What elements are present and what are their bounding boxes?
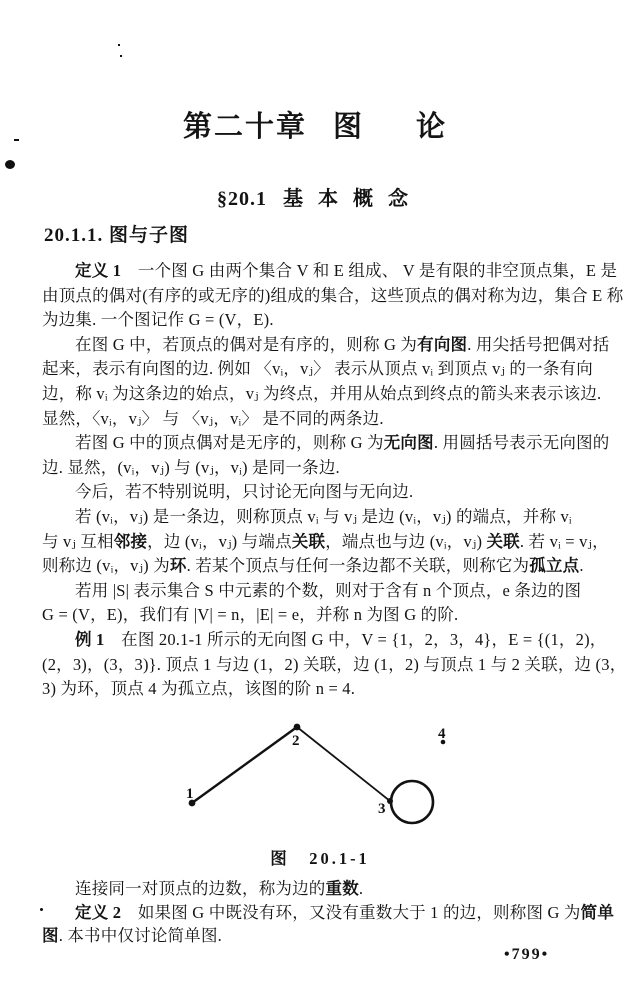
- page-number: •799•: [504, 946, 550, 963]
- loop-edge-3-3: [391, 781, 433, 823]
- text-line: 连接同一对顶点的边数，称为边的重数.: [75, 879, 364, 898]
- chapter-title-part2: 图: [332, 111, 364, 143]
- chapter-title-part3: 论: [416, 111, 448, 143]
- subsection-heading: 20.1.1. 图与子图: [44, 225, 190, 246]
- scan-artifact: [5, 160, 15, 169]
- text-line: 3) 为环，顶点 4 为孤立点，该图的阶 n = 4.: [42, 679, 356, 699]
- vertex-3-label: 3: [378, 801, 386, 817]
- scan-artifact: [40, 908, 43, 911]
- text-line: 显然，〈vᵢ，vⱼ〉 与 〈vⱼ，vᵢ〉 是不同的两条边.: [42, 408, 384, 428]
- chapter-title: [0, 104, 635, 145]
- vertex-3-dot: [387, 798, 393, 804]
- body-text: [42, 259, 627, 702]
- text-line: 定义 2 如果图 G 中既没有环，又没有重数大于 1 的边，则称图 G 为简单: [75, 902, 615, 922]
- text-line: (2，3)，(3，3)}. 顶点 1 与边 (1，2) 关联，边 (1，2) 与顶点 1 与 2 关联，边 (3，: [42, 654, 627, 674]
- graph-figure: [150, 714, 490, 840]
- figure-caption: 图 20.1-1: [270, 849, 370, 868]
- text-line: 为边集. 一个图记作 G = (V，E).: [42, 310, 274, 330]
- text-line: 则称边 (vᵢ，vⱼ) 为环. 若某个顶点与任何一条边都不关联，则称它为孤立点.: [42, 556, 584, 576]
- text-line: 在图 G 中，若顶点的偶对是有序的，则称 G 为有向图. 用尖括号把偶对括: [75, 334, 610, 354]
- text-line: 由顶点的偶对(有序的或无序的)组成的集合，这些顶点的偶对称为边，集合 E 称: [42, 285, 624, 305]
- text-line: 例 1 在图 20.1-1 所示的无向图 G 中，V = {1，2，3，4}，E = {(1，2)，: [75, 629, 607, 649]
- text-line: 与 vⱼ 互相邻接，边 (vᵢ，vⱼ) 与端点关联，端点也与边 (vᵢ，vⱼ) 关联. 若 vᵢ = vⱼ，: [42, 531, 609, 551]
- vertex-1-label: 1: [186, 786, 194, 802]
- scan-artifact: [14, 139, 19, 141]
- text-line: 定义 1 一个图 G 由两个集合 V 和 E 组成、 V 是有限的非空顶点集，E 是: [75, 261, 618, 280]
- section-title: 基 本 概 念: [283, 188, 413, 210]
- text-line: 若 (vᵢ，vⱼ) 是一条边，则称顶点 vᵢ 与 vⱼ 是边 (vᵢ，vⱼ) 的端点，并称 vᵢ: [75, 506, 572, 526]
- vertex-4-label: 4: [438, 726, 446, 742]
- edge-1-2: [192, 727, 297, 803]
- text-line: 起来，表示有向图的边. 例如 〈vᵢ，vⱼ〉 表示从顶点 vᵢ 到顶点 vⱼ 的一条有向: [42, 359, 593, 379]
- text-line: 今后，若不特别说明，只讨论无向图与无向边.: [75, 482, 414, 502]
- section-number: §20.1: [217, 188, 267, 210]
- text-line: 若图 G 中的顶点偶对是无序的，则称 G 为无向图. 用圆括号表示无向图的: [75, 433, 610, 453]
- vertex-2-dot: [294, 724, 301, 731]
- scan-artifact: [120, 55, 122, 57]
- text-line: G = (V，E)，我们有 |V| = n，|E| = e，并称 n 为图 G 的阶.: [42, 605, 459, 625]
- text-line: 若用 |S| 表示集合 S 中元素的个数，则对于含有 n 个顶点，e 条边的图: [75, 580, 582, 600]
- vertex-2-label: 2: [292, 733, 300, 749]
- text-line: 边. 显然，(vᵢ，vⱼ) 与 (vⱼ，vᵢ) 是同一条边.: [42, 457, 340, 477]
- text-line: 图. 本书中仅讨论简单图.: [42, 926, 222, 946]
- section-heading: [0, 182, 635, 211]
- lower-text: [42, 877, 615, 948]
- scan-artifact: [118, 44, 120, 46]
- edge-2-3: [297, 727, 390, 801]
- chapter-title-part1: 第二十章: [182, 111, 307, 143]
- text-line: 边，称 vᵢ 为这条边的始点，vⱼ 为终点，并用从始点到终点的箭头来表示该边.: [42, 383, 602, 403]
